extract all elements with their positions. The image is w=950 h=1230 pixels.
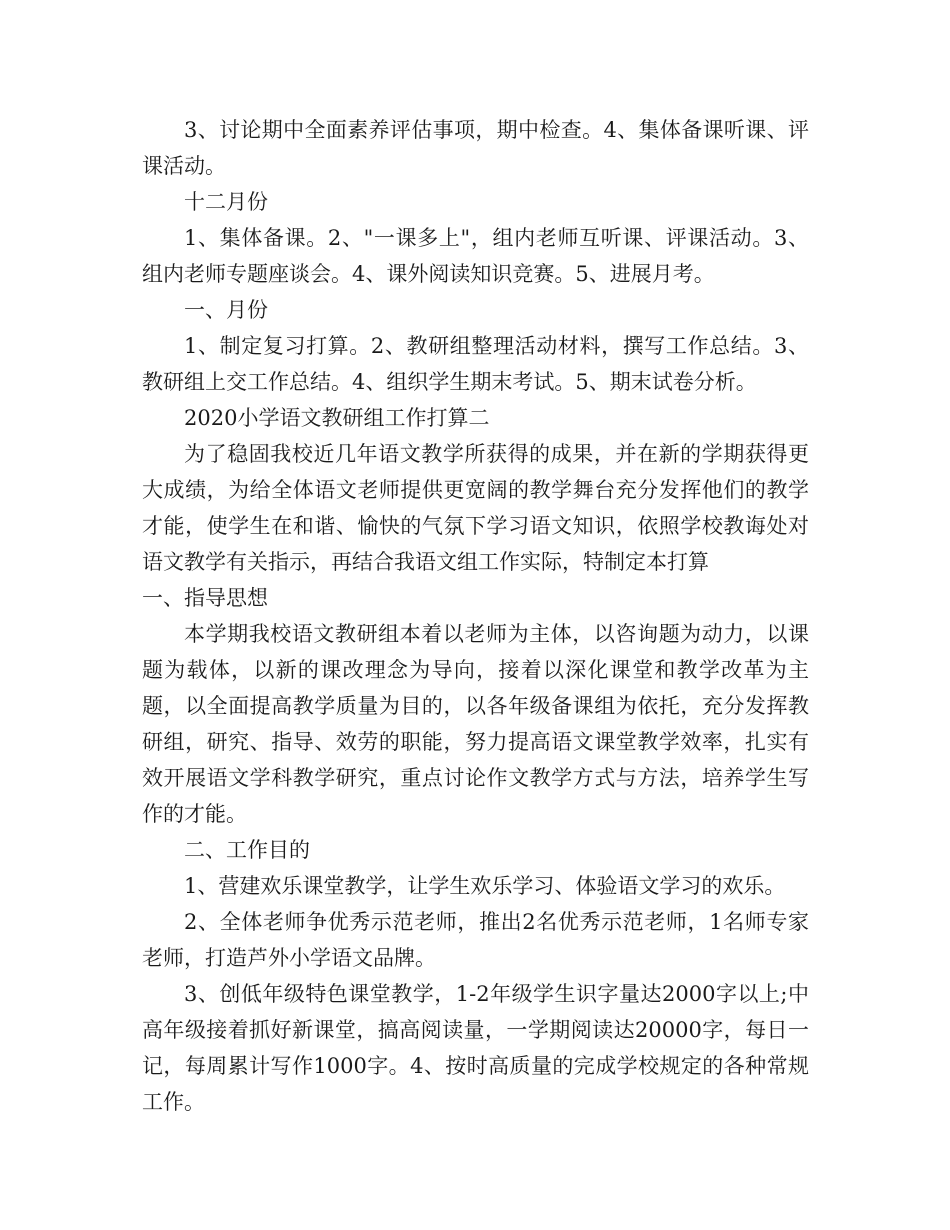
paragraph-goal-2: 2、全体老师争优秀示范老师，推出2名优秀示范老师，1名师专家老师，打造芦外小学语文品牌。 xyxy=(142,910,809,970)
paragraph-intro: 为了稳固我校近几年语文教学所获得的成果，并在新的学期获得更大成绩，为给全体语文老师提供更宽阔的教学舞台充分发挥他们的教学才能，使学生在和谐、愉快的气氛下学习语文知识，依照学校教诲处对语文教学有关指示，再结合我语文组工作实际，特制定本打算 xyxy=(142,442,809,574)
document-subtitle: 2020小学语文教研组工作打算二 xyxy=(184,406,490,430)
paragraph-goal-3: 3、创低年级特色课堂教学，1-2年级学生识字量达2000字以上;中高年级接着抓好新课堂，搞高阅读量，一学期阅读达20000字，每日一记，每周累计写作1000字。4、按时高质量的完成学校规定的各种常规工作。 xyxy=(142,982,809,1114)
paragraph-item-3-review: 3、讨论期中全面素养评估事项，期中检查。4、集体备课听课、评课活动。 xyxy=(142,118,809,178)
section-heading-work-goals: 二、工作目的 xyxy=(184,838,310,862)
document-body xyxy=(142,112,809,1120)
section-heading-guiding-ideology: 一、指导思想 xyxy=(142,586,268,610)
paragraph-goal-1: 1、营建欢乐课堂教学，让学生欢乐学习、体验语文学习的欢乐。 xyxy=(184,874,786,898)
section-heading-december: 十二月份 xyxy=(184,190,268,214)
paragraph-january-tasks: 1、制定复习打算。2、教研组整理活动材料，撰写工作总结。3、教研组上交工作总结。4、组织学生期末考试。5、期末试卷分析。 xyxy=(142,334,809,394)
paragraph-guiding-ideology: 本学期我校语文教研组本着以老师为主体，以咨询题为动力，以课题为载体，以新的课改理念为导向，接着以深化课堂和教学改革为主题，以全面提高教学质量为目的，以各年级备课组为依托，充分发挥教研组，研究、指导、效劳的职能，努力提高语文课堂教学效率，扎实有效开展语文学科教学研究，重点讨论作文教学方式与方法，培养学生写作的才能。 xyxy=(142,622,809,826)
paragraph-december-tasks: 1、集体备课。2、"一课多上"，组内老师互听课、评课活动。3、组内老师专题座谈会。4、课外阅读知识竞赛。5、进展月考。 xyxy=(142,226,809,286)
section-heading-january: 一、月份 xyxy=(184,298,268,322)
